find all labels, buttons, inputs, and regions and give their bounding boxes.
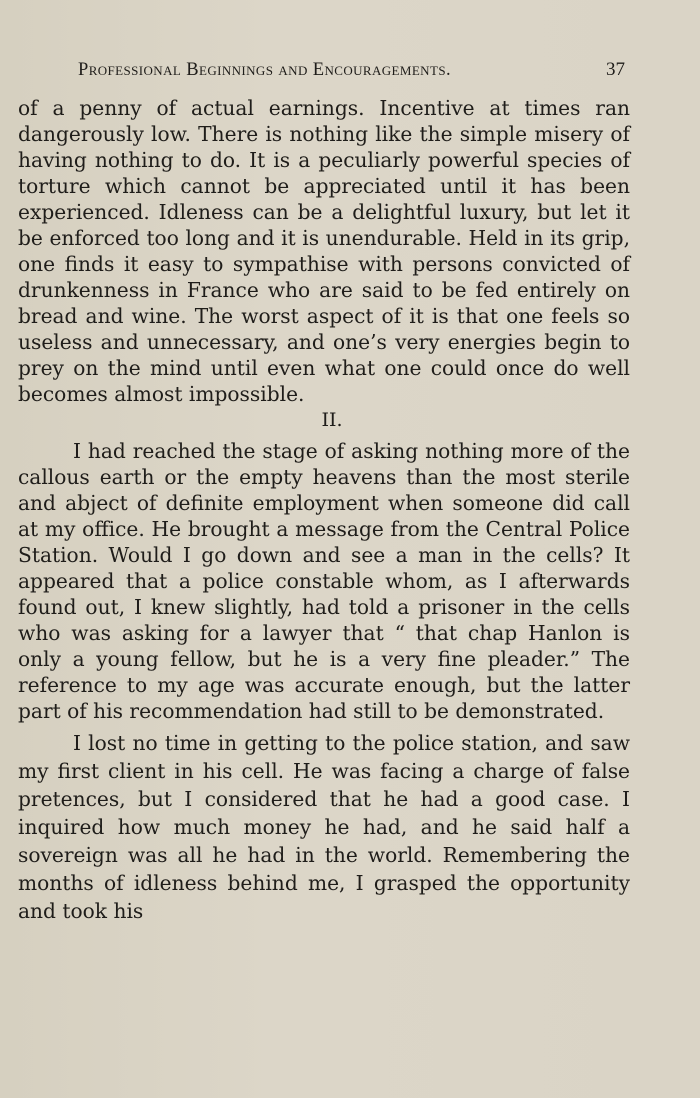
section-number: II. — [321, 409, 343, 431]
page-number: 37 — [606, 59, 625, 80]
paragraph-first: I had reached the stage of asking nothing more of the callous earth or the empty heavens than the most sterile and abject of definite employment when someone did call at my office. He brought a message from the Central Police Station. Would I go down and see a man in the cells? It appeared that a police constable whom, as I afterwards found out, I knew slightly, had told a prisoner in the cells who was asking for a lawyer that “ that chap Hanlon is only a young fellow, but he is a very fine pleader.” The reference to my age was accurate enough, but the latter part of his recommendation had still to be demonstrated. — [18, 439, 630, 723]
running-head — [0, 57, 700, 83]
continuation-paragraph: of a penny of actual earnings. Incentive at times ran dangerously low. There is nothing like the simple misery of having nothing to do. It is a peculiarly powerful species of torture which cannot be appreciated until it has been experienced. Idleness can be a delightful luxury, but let it be enforced too long and it is unendurable. Held in its grip, one finds it easy to sympathise with persons convicted of drunkenness in France who are said to be fed entirely on bread and wine. The worst aspect of it is that one feels so useless and unnecessary, and one’s very energies begin to prey on the mind until even what one could once do well becomes almost impossible. — [18, 96, 630, 406]
running-title: Professional Beginnings and Encouragements. — [78, 60, 451, 80]
body-text — [18, 95, 630, 925]
paragraph-second: I lost no time in getting to the police station, and saw my first client in his cell. He was facing a charge of false pretences, but I considered that he had a good case. I inquired how much money he had, and he said half a sovereign was all he had in the world. Remembering the months of idleness behind me, I grasped the opportunity and took his — [18, 731, 630, 923]
